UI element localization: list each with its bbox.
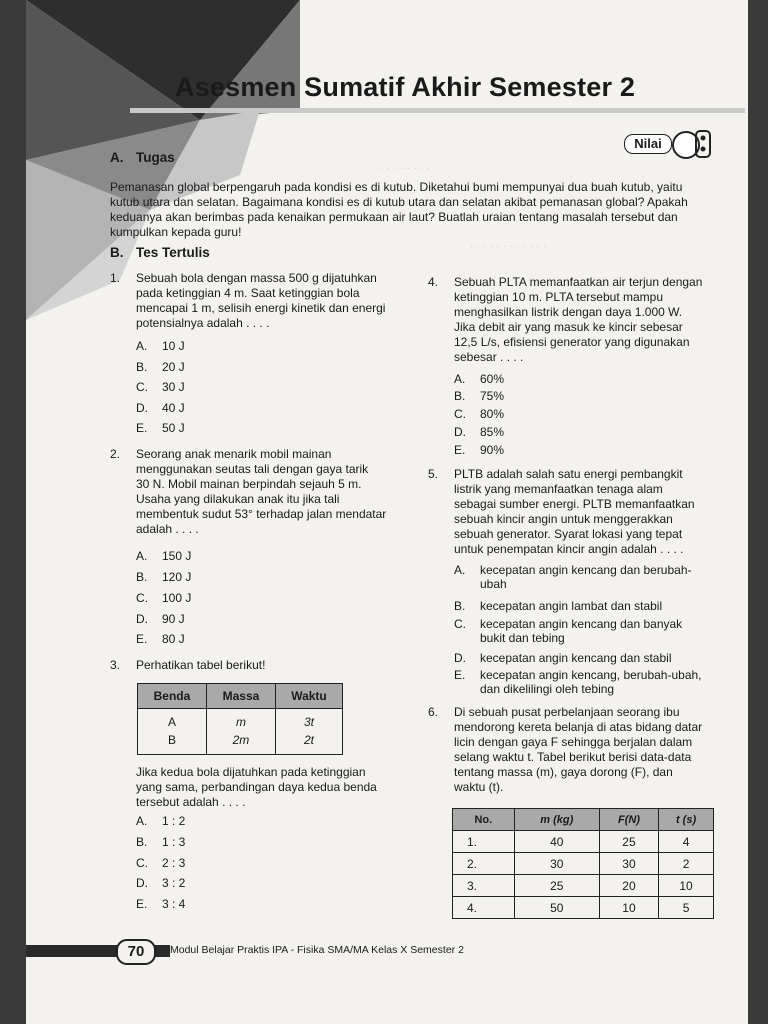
question-line: Jika kedua bola dijatuhkan pada ketinggian xyxy=(136,765,366,779)
question-3-stem xyxy=(110,765,410,811)
footer-caption: Modul Belajar Praktis IPA - Fisika SMA/MA Kelas X Semester 2 xyxy=(170,942,470,958)
section-letter: A. xyxy=(110,150,124,165)
question-line: menghasilkan listrik dengan daya 1.000 W. xyxy=(454,305,683,319)
table-cell: 2. xyxy=(453,853,515,875)
option-text: 3 : 2 xyxy=(162,876,186,890)
option-letter: A. xyxy=(136,339,148,353)
table-cell: 5 xyxy=(659,897,714,919)
question-line: mencapai 1 m, selisih energi kinetik dan energi xyxy=(136,301,386,315)
option-text: kecepatan angin kencang dan banyak xyxy=(480,617,683,631)
table-cell: m xyxy=(206,709,275,732)
question-intro: Perhatikan tabel berikut! xyxy=(136,658,266,672)
table-cell: 2m xyxy=(206,731,275,755)
question-line: selang waktu t. Tabel berikut berisi data-data xyxy=(454,750,692,764)
table-cell: 25 xyxy=(514,875,599,897)
paragraph-line: keduanya akan berimbas pada kenaikan permukaan air laut? Buatlah uraian tentang masalah tersebut dan xyxy=(110,210,678,224)
bleed-through-text: . . . . . . . . xyxy=(380,158,431,172)
option-text: ubah xyxy=(480,577,507,591)
table-row xyxy=(138,731,343,755)
question-line: membentuk sudut 53° terhadap jalan mendatar xyxy=(136,507,387,521)
table-cell: B xyxy=(138,731,207,755)
option-text: 3 : 4 xyxy=(162,897,186,911)
table-cell: 25 xyxy=(599,831,658,853)
option-b xyxy=(454,599,662,613)
question-line: menggunakan seutas tali dengan gaya tarik xyxy=(136,462,369,476)
option-text: 30 J xyxy=(162,380,185,394)
option-text: 40 J xyxy=(162,401,185,415)
question-line: waktu (t). xyxy=(454,780,504,794)
task-paragraph xyxy=(110,180,722,240)
option-c xyxy=(136,591,191,605)
question-line: tersebut adalah . . . . xyxy=(136,795,246,809)
table-cell: 30 xyxy=(514,853,599,875)
mass-time-table xyxy=(137,683,343,755)
page-number: 70 xyxy=(116,939,156,965)
question-number: 6. xyxy=(428,705,439,719)
option-text: kecepatan angin kencang, berubah-ubah, xyxy=(480,668,702,682)
section-letter: B. xyxy=(110,245,124,260)
table-cell: 10 xyxy=(659,875,714,897)
option-letter: A. xyxy=(454,563,466,577)
title-underline xyxy=(130,108,745,113)
question-line: licin dengan gaya F sehingga berjalan dalam xyxy=(454,735,693,749)
option-letter: E. xyxy=(136,632,148,646)
option-a xyxy=(454,563,692,591)
question-line: potensialnya adalah . . . . xyxy=(136,316,270,330)
option-text: 100 J xyxy=(162,591,192,605)
question-number: 2. xyxy=(110,447,121,461)
option-a xyxy=(136,549,191,563)
question-line: sebesar . . . . xyxy=(454,350,524,364)
page-title: Asesmen Sumatif Akhir Semester 2 xyxy=(175,72,636,102)
question-number: 3. xyxy=(110,658,121,672)
table-cell: 50 xyxy=(514,897,599,919)
option-letter: A. xyxy=(454,372,466,386)
question-number: 1. xyxy=(110,271,121,285)
option-text: 85% xyxy=(480,425,505,439)
option-letter: B. xyxy=(136,835,148,849)
option-letter: D. xyxy=(136,401,148,415)
table-header: t (s) xyxy=(659,809,714,831)
option-letter: B. xyxy=(136,360,148,374)
option-text: 90 J xyxy=(162,612,185,626)
question-line: Sebuah PLTA memanfaatkan air terjun dengan xyxy=(454,275,703,289)
option-b xyxy=(136,360,185,374)
option-text: 80% xyxy=(480,407,505,421)
bleed-through-text: . . . . . . . . . . . . xyxy=(470,236,547,250)
option-a xyxy=(454,372,504,386)
option-letter: C. xyxy=(136,380,148,394)
question-line: adalah . . . . xyxy=(136,522,199,536)
option-d xyxy=(454,425,504,439)
option-b xyxy=(136,570,191,584)
paragraph-line: kutub utara dan selatan. Bagaimana kondisi es di kutub utara dan selatan akibat pemanasan global? Apakah xyxy=(110,195,688,209)
option-letter: A. xyxy=(136,814,148,828)
table-cell: 20 xyxy=(599,875,658,897)
option-d xyxy=(136,876,185,890)
option-text: bukit dan tebing xyxy=(480,631,565,645)
question-line: sebuah kincir angin untuk menggerakkan xyxy=(454,512,673,526)
table-row xyxy=(138,709,343,732)
question-line: ketinggian 10 m. PLTA tersebut mampu xyxy=(454,290,663,304)
option-d xyxy=(454,651,671,665)
question-line: mendorong kereta belanja di atas bidang datar xyxy=(454,720,703,734)
option-text: kecepatan angin kencang dan berubah- xyxy=(480,563,692,577)
option-letter: C. xyxy=(136,856,148,870)
question-2 xyxy=(110,447,410,541)
question-line: untuk penempatan kincir angin adalah . . . . xyxy=(454,542,684,556)
option-b xyxy=(454,389,504,403)
option-text: 90% xyxy=(480,443,505,457)
table-cell: 1. xyxy=(453,831,515,853)
option-letter: C. xyxy=(136,591,148,605)
table-cell: 3. xyxy=(453,875,515,897)
table-header: Waktu xyxy=(275,684,342,709)
table-cell: 40 xyxy=(514,831,599,853)
question-line: sebagai sumber energi. PLTB memanfaatkan xyxy=(454,497,695,511)
option-text: 150 J xyxy=(162,549,192,563)
option-text: 120 J xyxy=(162,570,192,584)
table-cell: 2t xyxy=(275,731,342,755)
option-c xyxy=(454,617,682,645)
question-line: pada ketinggian 4 m. Saat ketinggian bola xyxy=(136,286,360,300)
option-d xyxy=(136,612,185,626)
option-text: kecepatan angin kencang dan stabil xyxy=(480,651,672,665)
option-letter: C. xyxy=(454,407,466,421)
force-mass-time-table xyxy=(452,808,714,919)
question-number: 4. xyxy=(428,275,439,289)
option-letter: C. xyxy=(454,617,466,631)
section-a-heading xyxy=(110,150,175,165)
option-text: 75% xyxy=(480,389,505,403)
question-line: Seorang anak menarik mobil mainan xyxy=(136,447,332,461)
option-letter: E. xyxy=(136,421,148,435)
table-cell: 30 xyxy=(599,853,658,875)
question-line: PLTB adalah salah satu energi pembangkit xyxy=(454,467,683,481)
question-line: Usaha yang dilakukan anak itu jika tali xyxy=(136,492,340,506)
option-text: 50 J xyxy=(162,421,185,435)
option-c xyxy=(454,407,504,421)
question-line: sebuah generator. Syarat lokasi yang tepat xyxy=(454,527,683,541)
section-title: Tes Tertulis xyxy=(136,245,210,260)
section-b-heading xyxy=(110,245,210,260)
table-cell: 10 xyxy=(599,897,658,919)
section-title: Tugas xyxy=(136,150,175,165)
option-letter: B. xyxy=(454,599,466,613)
option-letter: B. xyxy=(454,389,466,403)
option-letter: E. xyxy=(454,668,466,682)
option-letter: D. xyxy=(136,612,148,626)
table-cell: A xyxy=(138,709,207,732)
option-text: 60% xyxy=(480,372,505,386)
option-e xyxy=(136,632,185,646)
table-header: No. xyxy=(453,809,515,831)
table-header: Massa xyxy=(206,684,275,709)
option-e xyxy=(136,897,185,911)
question-line: Sebuah bola dengan massa 500 g dijatuhkan xyxy=(136,271,377,285)
option-text: dan dikelilingi oleh tebing xyxy=(480,682,615,696)
question-line: 30 N. Mobil mainan berpindah sejauh 5 m. xyxy=(136,477,362,491)
question-number: 5. xyxy=(428,467,439,481)
option-text: 1 : 2 xyxy=(162,814,186,828)
option-text: kecepatan angin lambat dan stabil xyxy=(480,599,663,613)
question-4 xyxy=(428,275,728,369)
question-line: tentang massa (m), gaya dorong (F), dan xyxy=(454,765,673,779)
question-1 xyxy=(110,271,410,335)
option-c xyxy=(136,856,185,870)
nilai-label: Nilai xyxy=(624,134,672,154)
option-letter: A. xyxy=(136,549,148,563)
option-d xyxy=(136,401,185,415)
question-line: Di sebuah pusat perbelanjaan seorang ibu xyxy=(454,705,680,719)
option-text: 2 : 3 xyxy=(162,856,186,870)
table-header: F(N) xyxy=(599,809,658,831)
option-letter: D. xyxy=(136,876,148,890)
option-a xyxy=(136,814,185,828)
paragraph-line: Pemanasan global berpengaruh pada kondisi es di kutub. Diketahui bumi mempunyai dua buah kutub, yaitu xyxy=(110,180,683,194)
question-line: 12,5 L/s, efisiensi generator yang digunakan xyxy=(454,335,690,349)
table-row xyxy=(453,875,714,897)
nilai-box xyxy=(624,131,720,163)
table-header: Benda xyxy=(138,684,207,709)
option-e xyxy=(454,668,702,696)
table-cell: 4 xyxy=(659,831,714,853)
question-line: Jika debit air yang masuk ke kincir sebesar xyxy=(454,320,683,334)
option-letter: E. xyxy=(136,897,148,911)
option-b xyxy=(136,835,185,849)
option-e xyxy=(136,421,185,435)
table-row xyxy=(453,831,714,853)
question-line: yang sama, perbandingan daya kedua benda xyxy=(136,780,377,794)
option-text: 1 : 3 xyxy=(162,835,186,849)
question-line: listrik yang memanfaatkan tenaga alam xyxy=(454,482,663,496)
table-row xyxy=(453,897,714,919)
paragraph-line: kumpulkan kepada guru! xyxy=(110,225,242,239)
table-cell: 4. xyxy=(453,897,515,919)
question-5 xyxy=(428,467,728,561)
option-letter: D. xyxy=(454,425,466,439)
option-e xyxy=(454,443,504,457)
table-row xyxy=(453,853,714,875)
table-cell: 2 xyxy=(659,853,714,875)
option-text: 80 J xyxy=(162,632,185,646)
question-6 xyxy=(428,705,728,799)
option-letter: D. xyxy=(454,651,466,665)
table-header: m (kg) xyxy=(514,809,599,831)
option-a xyxy=(136,339,185,353)
option-text: 20 J xyxy=(162,360,185,374)
question-3 xyxy=(110,658,410,674)
option-letter: E. xyxy=(454,443,466,457)
binder-clip-icon xyxy=(694,129,714,159)
option-c xyxy=(136,380,185,394)
option-text: 10 J xyxy=(162,339,185,353)
option-letter: B. xyxy=(136,570,148,584)
table-cell: 3t xyxy=(275,709,342,732)
